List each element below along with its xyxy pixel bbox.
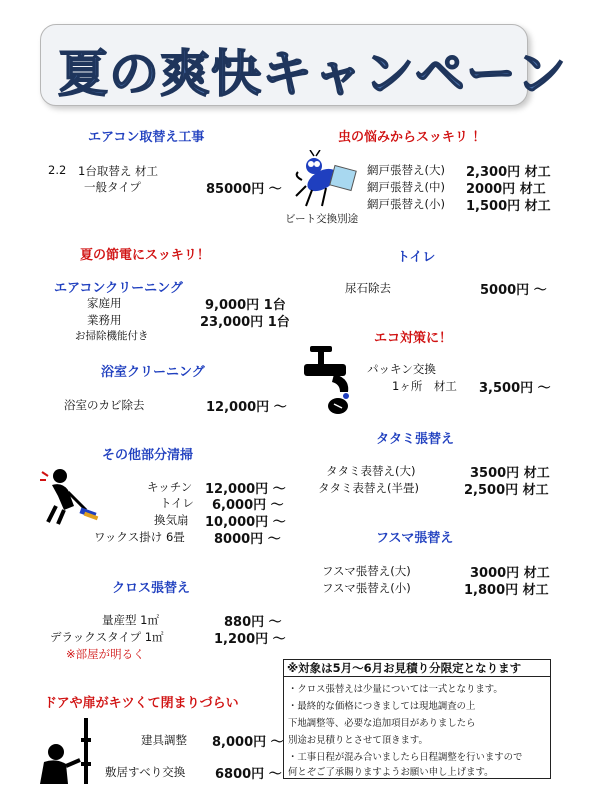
aircon-cleaning-label-1: 業務用 — [87, 313, 122, 327]
other-label-0: キッチン — [147, 480, 193, 494]
notice-line-5: 何とぞご了承賜りますようお願い申し上げます。 — [288, 767, 494, 778]
tatami-heading: タタミ張替え — [376, 432, 455, 447]
notice-line-4: ・工事日程が混み合いましたら日程調整を行いますので — [288, 752, 523, 763]
notice-line-3: 別途お見積りとさせて頂きます。 — [288, 735, 428, 746]
notice-heading: ※対象は5月〜6月お見積り分限定となります — [284, 660, 550, 677]
aircon-cleaning-heading: エアコンクリーニング — [54, 281, 183, 296]
aircon-line1: 1台取替え 材工 — [78, 164, 158, 178]
door-price-1: 6800円 〜 — [215, 767, 282, 782]
fusuma-price-0: 3000円 材工 — [470, 566, 550, 581]
other-label-3: ワックス掛け 6畳 — [94, 530, 185, 544]
toilet-price: 5000円 〜 — [480, 283, 547, 298]
tatami-label-0: タタミ表替え(大) — [326, 464, 416, 478]
other-price-3: 8000円 〜 — [214, 532, 281, 547]
door-repair-icon — [30, 716, 100, 786]
bath-cleaning-label: 浴室のカビ除去 — [64, 398, 145, 412]
fusuma-label-1: フスマ張替え(小) — [322, 581, 411, 595]
fusuma-heading: フスマ張替え — [376, 531, 454, 546]
eco-line2: 1ヶ所 材工 — [392, 379, 457, 393]
insects-heading: 虫の悩みからスッキリ ！ — [338, 130, 486, 145]
eco-line1: パッキン交換 — [367, 362, 436, 376]
notice-box — [283, 659, 551, 779]
eco-price: 3,500円 〜 — [479, 381, 551, 396]
aircon-price: 85000円 〜 — [206, 182, 282, 197]
insects-price-0: 2,300円 材工 — [466, 165, 551, 180]
insects-note: ビート交換別途 — [285, 213, 359, 225]
door-label-1: 敷居すべり交換 — [105, 765, 186, 779]
wallpaper-heading: クロス張替え — [112, 581, 191, 596]
aircon-model: 2.2 — [48, 163, 67, 177]
notice-line-1: ・最終的な価格につきましては現地調査の上 — [288, 701, 476, 712]
bath-cleaning-heading: 浴室クリーニング — [101, 365, 205, 380]
faucet-icon — [294, 344, 358, 416]
notice-line-0: ・クロス張替えは少量については一式となります。 — [288, 684, 503, 695]
other-price-1: 6,000円 〜 — [212, 498, 284, 513]
fusuma-price-1: 1,800円 材工 — [464, 583, 549, 598]
wallpaper-price-0: 880円 〜 — [224, 615, 282, 630]
aircon-cleaning-note: お掃除機能付き — [75, 330, 149, 342]
other-price-0: 12,000円 〜 — [205, 482, 286, 497]
wallpaper-label-1: デラックスタイプ 1㎡ — [50, 630, 164, 644]
insects-label-2: 網戸張替え(小) — [367, 197, 445, 211]
door-label-0: 建具調整 — [141, 733, 187, 747]
wallpaper-label-0: 量産型 1㎡ — [102, 613, 159, 627]
aircon-cleaning-price-0: 9,000円 1台 — [205, 298, 286, 313]
door-heading: ドアや扉がキツくて閉まりづらい — [44, 696, 239, 711]
wallpaper-note: ※部屋が明るく — [66, 647, 145, 661]
aircon-cleaning-price-1: 23,000円 1台 — [200, 315, 290, 330]
bath-cleaning-price: 12,000円 〜 — [206, 400, 287, 415]
aircon-cleaning-label-0: 家庭用 — [87, 296, 122, 310]
toilet-label: 尿石除去 — [345, 281, 391, 295]
aircon-work-heading: エアコン取替え工事 — [88, 130, 205, 145]
other-cleaning-heading: その他部分清掃 — [102, 448, 194, 463]
other-label-1: トイレ — [160, 496, 194, 510]
wallpaper-price-1: 1,200円 〜 — [214, 632, 286, 647]
aircon-line2: 一般タイプ — [84, 180, 141, 194]
page-title: 夏の爽快キャンペーン — [58, 45, 567, 103]
notice-line-2: 下地調整等、必要な追加項目がありましたら — [288, 718, 476, 729]
insects-price-2: 1,500円 材工 — [466, 199, 551, 214]
fusuma-label-0: フスマ張替え(大) — [322, 564, 411, 578]
insects-price-1: 2000円 材工 — [466, 182, 546, 197]
tatami-price-0: 3500円 材工 — [470, 466, 550, 481]
insects-label-1: 網戸張替え(中) — [367, 180, 445, 194]
power-saving-heading: 夏の節電にスッキリ！ — [80, 248, 210, 263]
door-price-0: 8,000円 〜 — [212, 735, 284, 750]
other-label-2: 換気扇 — [154, 513, 189, 527]
other-price-2: 10,000円 〜 — [205, 515, 286, 530]
tatami-price-1: 2,500円 材工 — [464, 483, 549, 498]
toilet-heading: トイレ — [397, 250, 436, 265]
eco-heading: エコ対策に！ — [374, 331, 453, 346]
tatami-label-1: タタミ表替え(半畳) — [318, 481, 419, 495]
insects-label-0: 網戸張替え(大) — [367, 163, 445, 177]
mosquito-icon — [292, 150, 364, 212]
cleaning-person-icon — [34, 466, 104, 528]
